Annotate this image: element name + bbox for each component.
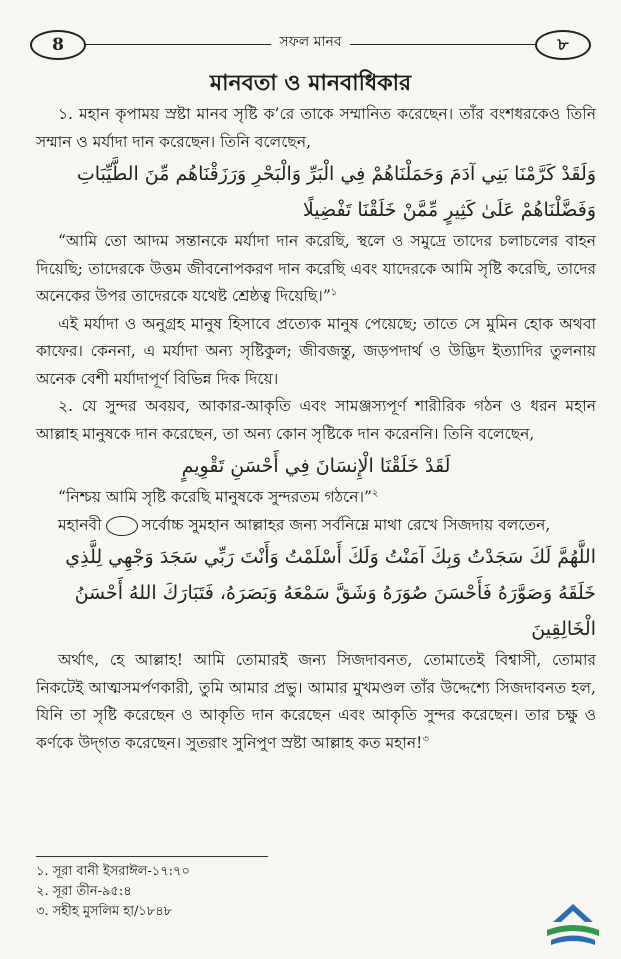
arabic-verse-1-line-1: وَلَقَدْ كَرَّمْنَا بَنِي آدَمَ وَحَمَلْنَاهُمْ فِي الْبَرِّ وَالْبَحْرِ وَرَزَقْنَاهُم مِّنَ الطَّيِّبَاتِ <box>76 163 596 185</box>
publisher-logo-icon <box>541 900 605 950</box>
book-title-text: সফল মানব <box>271 34 349 50</box>
paragraph-2-text: “আমি তো আদম সন্তানকে মর্যাদা দান করেছি, স্থলে ও সমুদ্রে তাদের চলাচলের বাহন দিয়েছি; তাদেরকে উত্তম জীবনোপকরণ দান করেছি এবং যাদেরকে আমি সৃষ্টি করেছি, তাদের অনেকের উপর তাদেরকে যথেষ্ট শ্রেষ্ঠত্ব দিয়েছি।” <box>36 232 596 305</box>
paragraph-7-text: অর্থাৎ, হে আল্লাহ! আমি তোমারই জন্য সিজদাবনত, তোমাতেই বিশ্বাসী, তোমার নিকটেই আত্মসমর্পণকারী, তুমি আমার প্রভু। আমার মুখমণ্ডল তাঁর উদ্দেশ্যে সিজদাবনত হল, যিনি তা সৃষ্টি করেছেন ও আকৃতি দান করেছেন এবং আকৃতি সুন্দর করেছেন। তার চক্ষু ও কর্ণকে উদ্‌গত করেছেন। সুতরাং সুনিপুণ স্রষ্টা আল্লাহ কত মহান! <box>36 651 596 752</box>
footnote-3: ৩. সহীহ মুসলিম হা/১৮৪৮ <box>36 904 173 919</box>
arabic-dua-line-2: خَلَقَهُ وَصَوَّرَهُ فَأَحْسَنَ صُوَرَهُ وَشَقَّ سَمْعَهُ وَبَصَرَهُ، فَتَبَارَكَ اللهُ أَحْسَنُ الْخَالِقِينَ <box>74 582 596 640</box>
footnote-ref-2: ২ <box>371 487 379 499</box>
paragraph-6 <box>36 512 596 540</box>
footnote-1: ১. সূরা বানী ইসরাঈল-১৭:৭০ <box>36 864 190 879</box>
page-number-right: ৮ <box>535 30 591 60</box>
arabic-verse-2: لَقَدْ خَلَقْنَا الْإِنسَانَ فِي أَحْسَنِ تَقْوِيمٍ <box>181 455 451 477</box>
paragraph-7 <box>36 647 596 757</box>
arabic-verse-1-line-2: وَفَضَّلْنَاهُمْ عَلَىٰ كَثِيرٍ مِّمَّنْ خَلَقْنَا تَفْضِيلًا <box>302 199 596 221</box>
footnote-2: ২. সূরা তীন-৯৫:৪ <box>36 884 132 899</box>
paragraph-5-text: “নিশ্চয় আমি সৃষ্টি করেছি মানুষকে সুন্দরতম গঠনে।” <box>58 488 372 506</box>
page-header <box>18 22 603 62</box>
paragraph-5 <box>36 484 596 512</box>
paragraph-3: এই মর্যাদা ও অনুগ্রহ মানুষ হিসাবে প্রত্যেক মানুষ পেয়েছে; তাতে সে মুমিন হোক অথবা কাফের। কেননা, এ মর্যাদা অন্য সৃষ্টিকুল; জীবজন্তু, জড়পদার্থ ও উদ্ভিদ ইত্যাদির তুলনায় অনেক বেশী মর্যাদাপূর্ণ বিভিন্ন দিক দিয়ে। <box>36 314 596 388</box>
page-number-left: 8 <box>30 30 86 60</box>
footnote-ref-3: ৩ <box>422 733 429 745</box>
paragraph-6-before: মহানবী <box>58 515 102 534</box>
book-title <box>18 30 603 54</box>
page-body <box>36 101 596 757</box>
chapter-title: মানবতা ও মানবাধিকার <box>209 71 412 96</box>
salutation-seal-icon <box>106 516 138 536</box>
paragraph-6-after: সর্বোচ্চ সুমহান আল্লাহর জন্য সর্বনিম্নে মাথা রেখে সিজদায় বলতেন, <box>141 515 551 534</box>
footnote-ref-1: ১ <box>330 286 338 298</box>
footnote-rule <box>36 856 268 857</box>
paragraph-4: ২. যে সুন্দর অবয়ব, আকার-আকৃতি এবং সামঞ্জস্যপূর্ণ শারীরিক গঠন ও ধরন মহান আল্লাহ মানুষকে দান করেছেন, তা অন্য কোন সৃষ্টিকে দান করেননি। তিনি বলেছেন, <box>36 397 596 443</box>
footnotes <box>36 862 190 922</box>
paragraph-1: ১. মহান কৃপাময় স্রষ্টা মানব সৃষ্টি ক’রে তাকে সম্মানিত করেছেন। তাঁর বংশধরকেও তিনি সম্মান ও মর্যাদা দান করেছেন। তিনি বলেছেন, <box>36 105 596 151</box>
paragraph-2 <box>36 228 596 311</box>
arabic-dua-line-1: اللَّهُمَّ لَكَ سَجَدْتُ وَبِكَ آمَنْتُ وَلَكَ أَسْلَمْتُ وَأَنْتَ رَبِّي سَجَدَ وَجْهِي لِلَّذِي <box>65 546 596 568</box>
